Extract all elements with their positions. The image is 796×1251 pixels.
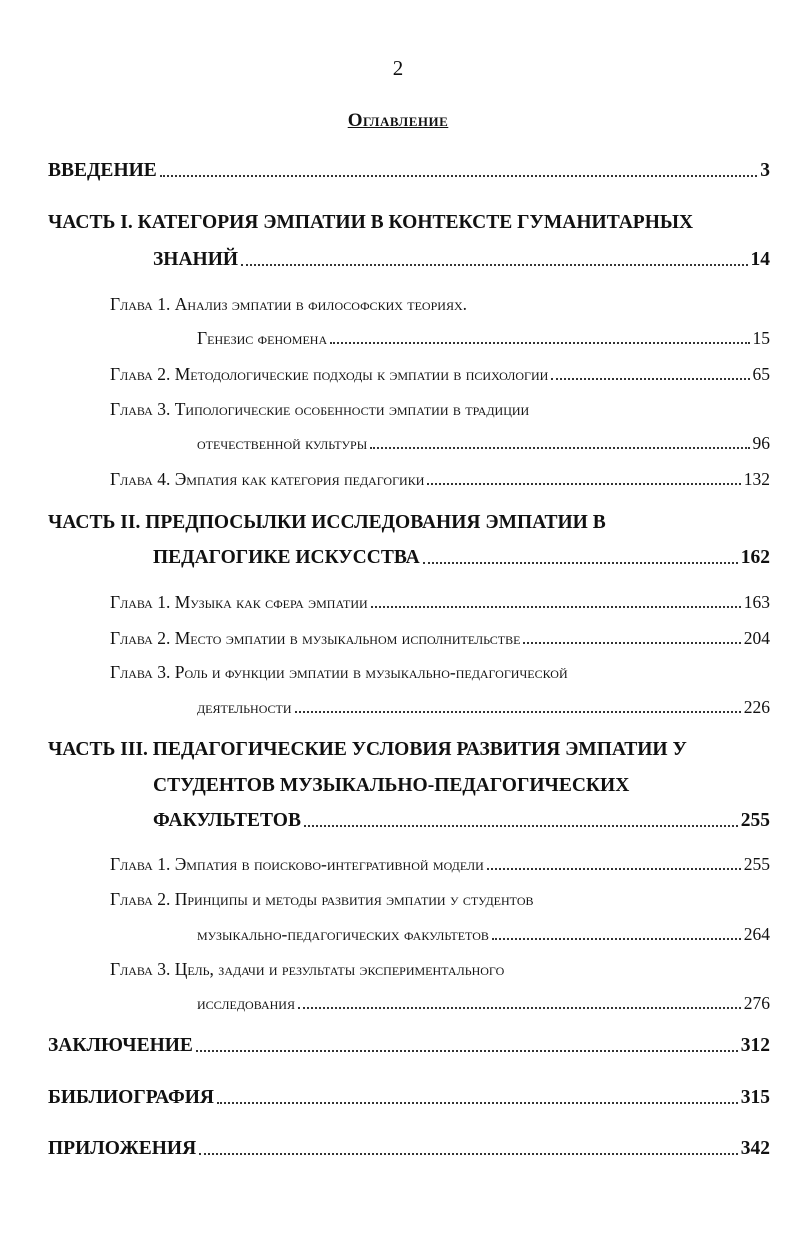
part2-heading-line1: ЧАСТЬ II. ПРЕДПОСЫЛКИ ИССЛЕДОВАНИЯ ЭМПАТИИ В xyxy=(48,512,606,533)
chapter-label: Глава 1. xyxy=(110,854,171,874)
dot-leader xyxy=(371,606,741,608)
entry-page: 14 xyxy=(750,249,770,270)
toc-entry-part2[interactable] xyxy=(153,547,770,569)
entry-text: Генезис феномена xyxy=(197,328,328,348)
chapter-label: Глава 2. xyxy=(110,628,171,648)
entry-page: 226 xyxy=(743,697,770,717)
dot-leader xyxy=(217,1102,738,1104)
page-number: 2 xyxy=(392,56,404,80)
toc-entry-part1[interactable] xyxy=(153,249,770,271)
entry-text xyxy=(110,592,368,613)
entry-text: деятельности xyxy=(197,697,292,717)
entry-page: 163 xyxy=(743,592,770,612)
entry-text: ЗАКЛЮЧЕНИЕ xyxy=(48,1035,193,1056)
chapter-title: Анализ эмпатии в философских теориях. xyxy=(174,294,467,314)
dot-leader xyxy=(330,342,749,344)
toc-entry-chapter-2-2[interactable] xyxy=(110,628,770,649)
entry-page: 132 xyxy=(743,469,770,489)
chapter-title: Музыка как сфера эмпатии xyxy=(174,592,368,612)
entry-page: 255 xyxy=(743,854,770,874)
dot-leader xyxy=(298,1007,741,1009)
entry-text: исследования xyxy=(197,993,295,1013)
entry-page: 342 xyxy=(740,1138,770,1159)
toc-entry-appendices[interactable] xyxy=(48,1138,770,1160)
dot-leader xyxy=(423,562,738,564)
entry-page: 96 xyxy=(752,433,770,453)
chapter-1-1-line1 xyxy=(110,294,467,315)
dot-leader xyxy=(427,483,740,485)
toc-entry-intro[interactable] xyxy=(48,160,770,182)
chapter-3-3-line1 xyxy=(110,959,504,980)
dot-leader xyxy=(160,175,757,177)
entry-text: музыкально-педагогических факультетов xyxy=(197,924,489,944)
chapter-1-3-line1 xyxy=(110,399,529,420)
chapter-label: Глава 4. xyxy=(110,469,171,489)
entry-text: ПЕДАГОГИКЕ ИСКУССТВА xyxy=(153,547,420,568)
toc-entry-chapter-2-1[interactable] xyxy=(110,592,770,613)
chapter-2-3-line1 xyxy=(110,662,568,683)
toc-entry-chapter-3-3[interactable] xyxy=(197,993,770,1014)
chapter-title: Типологические особенности эмпатии в традиции xyxy=(174,399,530,419)
dot-leader xyxy=(551,378,749,380)
entry-page: 264 xyxy=(743,924,770,944)
dot-leader xyxy=(523,642,740,644)
chapter-title: Место эмпатии в музыкальном исполнительстве xyxy=(174,628,521,648)
chapter-label: Глава 3. xyxy=(110,662,171,682)
entry-page: 65 xyxy=(752,364,770,384)
entry-page: 3 xyxy=(760,160,770,181)
toc-entry-chapter-1-2[interactable] xyxy=(110,364,770,385)
entry-text xyxy=(110,364,548,385)
toc-entry-part3[interactable] xyxy=(153,810,770,832)
toc-entry-chapter-1-3[interactable] xyxy=(197,433,770,454)
dot-leader xyxy=(304,825,738,827)
entry-page: 15 xyxy=(752,328,770,348)
toc-entry-chapter-1-1[interactable] xyxy=(197,328,770,349)
chapter-3-2-line1 xyxy=(110,889,534,910)
entry-text xyxy=(110,469,424,490)
chapter-label: Глава 1. xyxy=(110,294,171,314)
entry-page: 312 xyxy=(740,1035,770,1056)
part3-heading-line2: СТУДЕНТОВ МУЗЫКАЛЬНО-ПЕДАГОГИЧЕСКИХ xyxy=(153,775,630,796)
entry-text xyxy=(110,854,484,875)
entry-text: ВВЕДЕНИЕ xyxy=(48,160,157,181)
toc-entry-chapter-2-3[interactable] xyxy=(197,697,770,718)
entry-text xyxy=(110,628,520,649)
chapter-title: Эмпатия как категория педагогики xyxy=(174,469,425,489)
part1-heading-line1: ЧАСТЬ I. КАТЕГОРИЯ ЭМПАТИИ В КОНТЕКСТЕ ГУМАНИТАРНЫХ xyxy=(48,212,694,233)
toc-entry-chapter-3-2[interactable] xyxy=(197,924,770,945)
chapter-label: Глава 2. xyxy=(110,364,171,384)
chapter-title: Цель, задачи и результаты экспериментального xyxy=(174,959,505,979)
chapter-label: Глава 2. xyxy=(110,889,171,909)
entry-text: ФАКУЛЬТЕТОВ xyxy=(153,810,301,831)
chapter-label: Глава 3. xyxy=(110,399,171,419)
entry-page: 315 xyxy=(740,1087,770,1108)
dot-leader xyxy=(492,938,741,940)
dot-leader xyxy=(487,868,741,870)
toc-entry-bibliography[interactable] xyxy=(48,1087,770,1109)
toc-entry-conclusion[interactable] xyxy=(48,1035,770,1057)
dot-leader xyxy=(241,264,747,266)
toc-title: Оглавление xyxy=(347,110,449,131)
toc-entry-chapter-3-1[interactable] xyxy=(110,854,770,875)
dot-leader xyxy=(295,711,741,713)
entry-page: 204 xyxy=(743,628,770,648)
entry-text: ЗНАНИЙ xyxy=(153,249,239,270)
chapter-label: Глава 1. xyxy=(110,592,171,612)
toc-entry-chapter-1-4[interactable] xyxy=(110,469,770,490)
entry-page: 255 xyxy=(740,810,770,831)
chapter-title: Принципы и методы развития эмпатии у студентов xyxy=(174,889,534,909)
entry-page: 276 xyxy=(743,993,770,1013)
dot-leader xyxy=(199,1153,738,1155)
dot-leader xyxy=(196,1050,738,1052)
chapter-title: Эмпатия в поисково-интегративной модели xyxy=(174,854,484,874)
entry-text: ПРИЛОЖЕНИЯ xyxy=(48,1138,197,1159)
entry-text: БИБЛИОГРАФИЯ xyxy=(48,1087,215,1108)
entry-text: отечественной культуры xyxy=(197,433,368,453)
chapter-title: Методологические подходы к эмпатии в психологии xyxy=(174,364,549,384)
dot-leader xyxy=(370,447,749,449)
chapter-title: Роль и функции эмпатии в музыкально-педагогической xyxy=(174,662,568,682)
entry-page: 162 xyxy=(740,547,770,568)
part3-heading-line1: ЧАСТЬ III. ПЕДАГОГИЧЕСКИЕ УСЛОВИЯ РАЗВИТИЯ ЭМПАТИИ У xyxy=(48,739,687,760)
chapter-label: Глава 3. xyxy=(110,959,171,979)
